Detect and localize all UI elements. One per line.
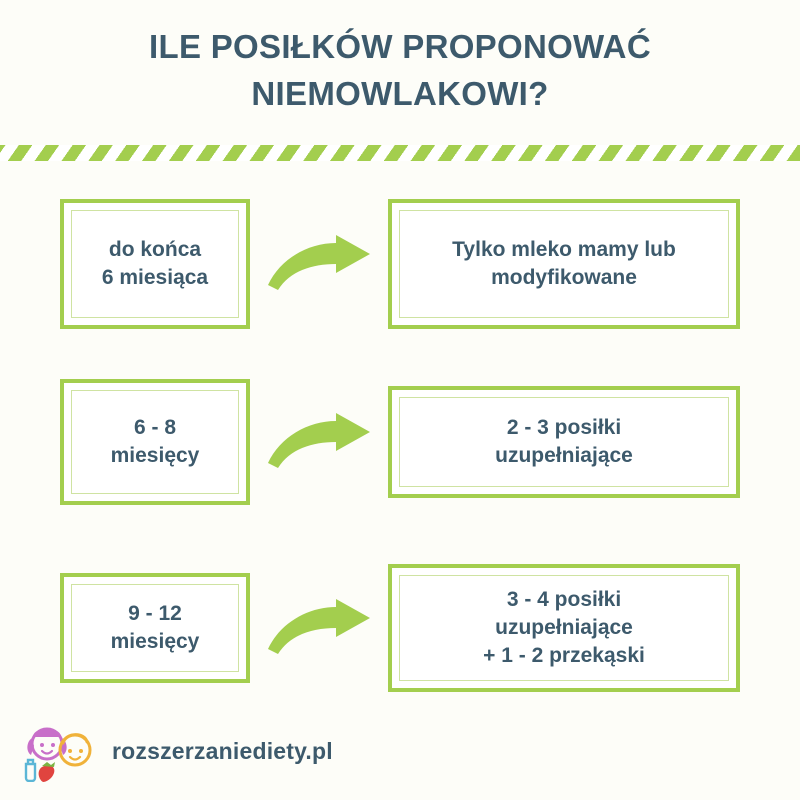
meals-box [388,386,740,498]
meals-line-3: + 1 - 2 przekąski [483,644,645,668]
meals-line-1: 2 - 3 posiłki [506,415,622,439]
age-box-text [92,236,218,292]
diagram-row [0,198,800,330]
age-box [60,199,250,329]
diagram-row [0,562,800,694]
meals-line-1: 3 - 4 posiłki [506,587,622,611]
arrow-right-icon [250,198,388,330]
page-title-line-2: NIEMOWLAKOWI? [251,74,549,112]
footer [20,720,333,782]
age-line-1: do końca [108,237,202,261]
age-box-text [101,600,210,656]
striped-divider [0,145,800,161]
meals-line-2: uzupełniające [495,444,633,467]
meals-line-2: uzupełniające [495,615,633,639]
arrow-right-icon [250,562,388,694]
meals-line-2: modyfikowane [491,266,637,289]
site-name: rozszerzaniediety.pl [112,737,333,764]
meals-box-text [485,414,643,470]
age-line-2: 6 miesiąca [101,266,209,289]
children-logo-icon [20,720,98,782]
meals-box-text [442,236,686,292]
age-box-text [101,414,210,470]
age-line-2: miesięcy [110,444,200,467]
page-title [50,24,750,118]
meals-box-text [473,586,655,670]
age-box [60,379,250,505]
age-line-1: 9 - 12 [128,601,182,625]
page-title-line-1: ILE POSIŁKÓW PROPONOWAĆ [149,28,651,65]
meals-box [388,199,740,329]
age-line-2: miesięcy [110,630,200,653]
diagram-row [0,376,800,508]
arrow-right-icon [250,376,388,508]
age-line-1: 6 - 8 [133,415,177,439]
meals-line-1: Tylko mleko mamy lub [452,237,676,261]
meals-box [388,564,740,692]
age-box [60,573,250,683]
